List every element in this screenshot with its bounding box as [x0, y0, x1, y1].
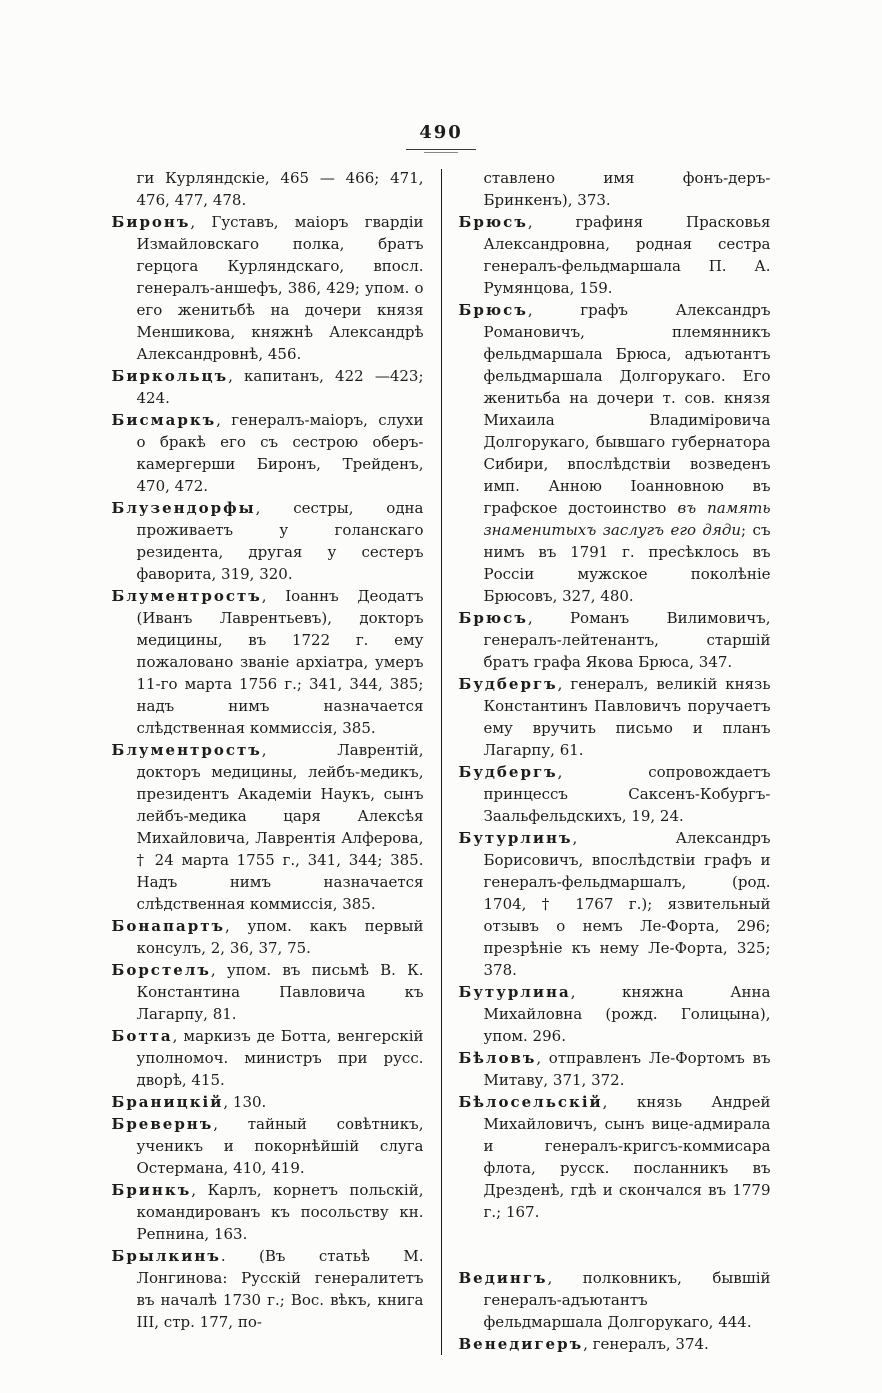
entry-headword: Борстелъ — [111, 961, 211, 979]
entry-headword: Брюсъ — [458, 301, 528, 319]
entry-headword: Брюсъ — [458, 609, 528, 627]
entry-text: ги Курляндскіе, 465 — 466; 471, 476, 477, 478. — [136, 169, 424, 209]
entry-headword: Блузендорфы — [111, 499, 256, 517]
index-entry — [112, 167, 424, 211]
entry-headword: Будбергъ — [458, 675, 558, 693]
index-entry — [459, 211, 771, 299]
index-entry — [459, 167, 771, 211]
entry-text: , упом. въ письмѣ В. К. Константина Павловича къ Лагарпу, 81. — [136, 961, 424, 1023]
entry-headword: Блументростъ — [111, 741, 262, 759]
index-entry — [459, 1267, 771, 1333]
index-entry — [112, 1179, 424, 1245]
entry-headword: Биронъ — [111, 213, 191, 231]
index-entry — [112, 585, 424, 739]
index-entry — [459, 761, 771, 827]
entry-headword: Бѣловъ — [458, 1049, 537, 1067]
entry-headword: Бревернъ — [111, 1115, 214, 1133]
index-entry — [112, 915, 424, 959]
entry-headword: Бутурлинъ — [458, 829, 573, 847]
entry-headword: Блументростъ — [111, 587, 262, 605]
index-entry — [112, 739, 424, 915]
index-entry — [459, 1091, 771, 1223]
index-entry — [459, 607, 771, 673]
page-number-rule — [406, 149, 476, 153]
entry-text: , Іоаннъ Деодатъ (Иванъ Лаврентьевъ), докторъ медицины, въ 1722 г. ему пожаловано званіе архіатра, умеръ 11-го марта 1756 г.; 341, 344, 385; надъ нимъ назначается слѣдственная коммиссія, 385. — [136, 587, 424, 737]
right-column — [459, 167, 771, 1355]
entry-headword: Будбергъ — [458, 763, 558, 781]
entry-text: , Романъ Вилимовичъ, генералъ-лейтенантъ, старшій братъ графа Якова Брюса, 347. — [483, 609, 771, 671]
entry-headword: Браницкій — [111, 1093, 224, 1111]
entry-headword: Ботта — [111, 1027, 173, 1045]
entry-headword: Брюсъ — [458, 213, 528, 231]
entry-text: , генералъ-маіоръ, слухи о бракѣ его съ сестрою оберъ-камергерши Биронъ, Трейденъ, 470, 472. — [136, 411, 424, 495]
index-entry — [459, 981, 771, 1047]
page-number: 490 — [419, 122, 463, 143]
entry-text: , княжна Анна Михайловна (рожд. Голицына), упом. 296. — [483, 983, 771, 1045]
entry-text: , Густавъ, маіоръ гвардіи Измайловскаго полка, братъ герцога Курляндскаго, впосл. генералъ-аншефъ, 386, 429; упом. о его женитьбѣ на дочери князя Меншикова, княжнѣ Александрѣ Александровнѣ, 456. — [136, 213, 424, 363]
entry-headword: Бѣлосельскій — [458, 1093, 603, 1111]
index-entry — [459, 1047, 771, 1091]
entry-text: , сестры, одна проживаетъ у голанскаго резидента, другая у сестеръ фаворита, 319, 320. — [136, 499, 424, 583]
index-entry — [112, 409, 424, 497]
entry-headword: Венедигеръ — [458, 1335, 584, 1353]
left-column — [112, 167, 424, 1355]
entry-text: , тайный совѣтникъ, ученикъ и покорнѣйшій слуга Остермана, 410, 419. — [136, 1115, 424, 1177]
index-entry — [112, 1091, 424, 1113]
entry-text: ; съ нимъ въ 1791 г. пресѣклось въ Россіи мужское поколѣніе Брюсовъ, 327, 480. — [483, 521, 771, 605]
entry-text: , отправленъ Ле-Фортомъ въ Митаву, 371, 372. — [483, 1049, 771, 1089]
entry-text: , упом. какъ первый консулъ, 2, 36, 37, 75. — [136, 917, 424, 957]
entry-headword: Бринкъ — [111, 1181, 192, 1199]
entry-text: . (Въ статьѣ М. Лонгинова: Русскій генералитетъ въ началѣ 1730 г.; Вос. вѣкъ, книга III, стр. 177, по- — [136, 1247, 424, 1331]
entry-text: , Лаврентій, докторъ медицины, лейбъ-медикъ, президентъ Академіи Наукъ, сынъ лейбъ-медика царя Алексѣя Михайловича, Лаврентія Алферова, † 24 марта 1755 г., 341, 344; 385. Надъ нимъ назначается слѣдственная коммиссія, 385. — [136, 741, 424, 913]
index-entry — [112, 1245, 424, 1333]
index-entry — [112, 497, 424, 585]
entry-text: , 130. — [223, 1093, 267, 1111]
index-entry — [112, 211, 424, 365]
column-divider — [441, 169, 442, 1355]
entry-text: , полковникъ, бывшій генералъ-адъютантъ фельдмаршала Долгорукаго, 444. — [483, 1269, 771, 1331]
index-entry — [459, 673, 771, 761]
entry-text-italic: въ память знаменитыхъ заслугъ его дяди — [483, 499, 771, 539]
entry-text: ставлено имя фонъ-деръ-Бринкенъ), 373. — [483, 169, 771, 209]
index-entry — [112, 1025, 424, 1091]
entry-text: , маркизъ де Ботта, венгерскій уполномоч. министръ при русс. дворѣ, 415. — [136, 1027, 424, 1089]
entry-text: , графъ Александръ Романовичъ, племянникъ фельдмаршала Брюса, адъютантъ фельдмаршала Долгорукаго. Его женитьба на дочери т. сов. князя Михаила Владиміровича Долгорукаго, бывшаго губернатора Сибири, впослѣдствіи возведенъ имп. Анною Іоанновною въ графское достоинство — [483, 301, 771, 517]
index-entry — [459, 827, 771, 981]
entry-headword: Брылкинъ — [111, 1247, 221, 1265]
entry-text: , капитанъ, 422 —423; 424. — [136, 367, 424, 407]
entry-headword: Биркольцъ — [111, 367, 229, 385]
entry-text: , генералъ, великій князь Константинъ Павловичъ поручаетъ ему вручить письмо и планъ Лагарпу, 61. — [483, 675, 771, 759]
index-entry — [112, 1113, 424, 1179]
index-entry — [459, 1333, 771, 1355]
entry-text: , Александръ Борисовичъ, впослѣдствіи графъ и генералъ-фельдмаршалъ, (род. 1704, † 1767 г.); язвительный отзывъ о немъ Ле-Форта, 296; презрѣніе къ нему Ле-Форта, 325; 378. — [483, 829, 771, 979]
index-columns — [0, 167, 882, 1355]
index-entry — [112, 959, 424, 1025]
entry-text: , сопровождаетъ принцессъ Саксенъ-Кобургъ-Заальфельдскихъ, 19, 24. — [483, 763, 771, 825]
entry-text: , графиня Прасковья Александровна, родная сестра генералъ-фельдмаршала П. А. Румянцова, 159. — [483, 213, 771, 297]
entry-text: , князь Андрей Михайловичъ, сынъ вице-адмирала и генералъ-кригсъ-коммисара флота, русск. посланникъ въ Дрезденѣ, гдѣ и скончался въ 1779 г.; 167. — [483, 1093, 771, 1221]
index-entry — [459, 299, 771, 607]
entry-headword: Ведингъ — [458, 1269, 548, 1287]
entry-headword: Бисмаркъ — [111, 411, 217, 429]
entry-text: , генералъ, 374. — [583, 1335, 709, 1353]
entry-headword: Бонапартъ — [111, 917, 226, 935]
entry-headword: Бутурлина — [458, 983, 571, 1001]
index-entry — [112, 365, 424, 409]
entry-text: , Карлъ, корнетъ польскій, командированъ къ посольству кн. Репнина, 163. — [136, 1181, 424, 1243]
